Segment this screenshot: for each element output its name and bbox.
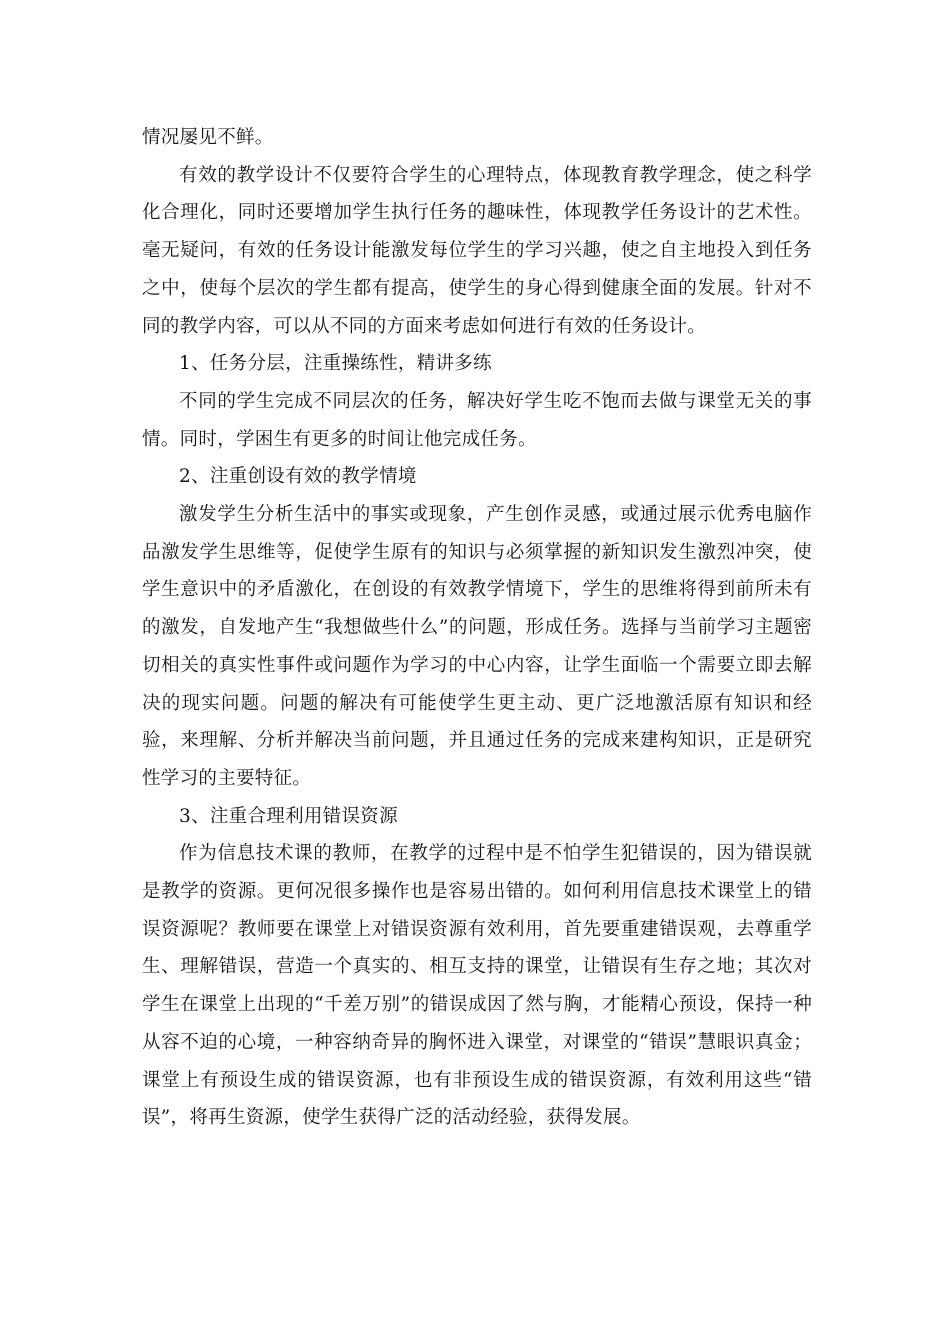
body-text [142,119,812,1137]
paragraph-layered-tasks: 不同的学生完成不同层次的任务，解决好学生吃不饱而去做与课堂无关的事情。同时，学困生有更多的时间让他完成任务。 [142,390,812,450]
paragraph-continuation: 情况屡见不鲜。 [142,127,274,148]
section-heading-2: 2、注重创设有效的教学情境 [179,466,417,488]
paragraph-teaching-context: 激发学生分析生活中的事实或现象，产生创作灵感，或通过展示优秀电脑作品激发学生思维等，促使学生原有的知识与必须掌握的新知识发生激烈冲突，使学生意识中的矛盾激化，在创设的有效教学情境下，学生的思维将得到前所未有的激发，自发地产生“我想做些什么”的问题，形成任务。选择与当前学习主题密切相关的真实性事件或问题作为学习的中心内容，让学生面临一个需要立即去解决的现实问题。问题的解决有可能使学生更主动、更广泛地激活原有知识和经验，来理解、分析并解决当前问题，并且通过任务的完成来建构知识，正是研究性学习的主要特征。 [142,504,812,789]
paragraph-task-design: 有效的教学设计不仅要符合学生的心理特点，体现教育教学理念，使之科学化合理化，同时还要增加学生执行任务的趣味性，体现教学任务设计的艺术性。毫无疑问，有效的任务设计能激发每位学生的学习兴趣，使之自主地投入到任务之中，使每个层次的学生都有提高，使学生的身心得到健康全面的发展。针对不同的教学内容，可以从不同的方面来考虑如何进行有效的任务设计。 [142,164,812,337]
paragraph-error-resources: 作为信息技术课的教师，在教学的过程中是不怕学生犯错误的，因为错误就是教学的资源。更何况很多操作也是容易出错的。如何利用信息技术课堂上的错误资源呢？教师要在课堂上对错误资源有效利用，首先要重建错误观，去尊重学生、理解错误，营造一个真实的、相互支持的课堂，让错误有生存之地；其次对学生在课堂上出现的“千差万别”的错误成因了然与胸，才能精心预设，保持一种从容不迫的心境，一种容纳奇异的胸怀进入课堂，对课堂的“错误”慧眼识真金；课堂上有预设生成的错误资源，也有非预设生成的错误资源，有效利用这些“错误”，将再生资源，使学生获得广泛的活动经验，获得发展。 [142,843,812,1129]
section-heading-1: 1、任务分层，注重操练性，精讲多练 [179,353,492,375]
section-heading-3: 3、注重合理利用错误资源 [179,805,398,827]
